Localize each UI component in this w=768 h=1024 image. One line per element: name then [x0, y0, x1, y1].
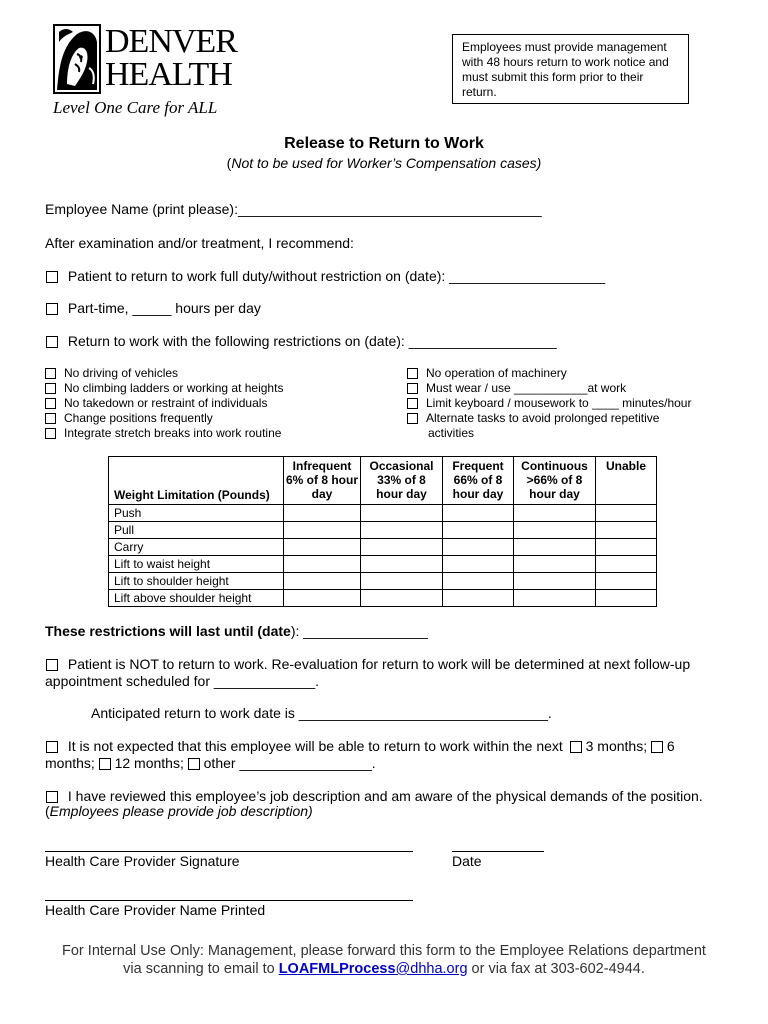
not-return-option [46, 656, 690, 673]
other-label: other _________________. [203, 755, 376, 771]
table-header: Infrequent 6% of 8 hour day [284, 457, 361, 505]
months-label: months; [45, 755, 95, 771]
footer-prefix: via scanning to email to [123, 961, 279, 977]
row-label: Lift to waist height [109, 556, 284, 573]
restriction-label: No climbing ladders or working at heights [64, 381, 284, 395]
footer-note [0, 942, 768, 978]
logo-tagline: Level One Care for ALL [53, 98, 218, 117]
restriction-checkbox[interactable] [407, 383, 418, 394]
date-line[interactable] [452, 838, 544, 852]
option-part-time [46, 300, 261, 317]
restriction-checkbox[interactable] [407, 398, 418, 409]
table-row [109, 590, 657, 607]
table-cell[interactable] [284, 505, 361, 522]
table-cell[interactable] [443, 539, 514, 556]
twelve-months-label: 12 months; [114, 755, 184, 771]
table-row [109, 505, 657, 522]
subtitle-paren: ( [226, 155, 232, 171]
reviewed-line2 [45, 803, 313, 820]
row-label: Pull [109, 522, 284, 539]
last-until-blank: ): ________________ [290, 623, 428, 639]
table-cell[interactable] [596, 556, 657, 573]
email-user: LOAFMLProcess [278, 961, 396, 977]
full-duty-checkbox[interactable] [46, 271, 58, 283]
restriction-label: No driving of vehicles [64, 366, 179, 380]
provider-signature-label: Health Care Provider Signature [45, 853, 240, 869]
table-header: Frequent 66% of 8 hour day [443, 457, 514, 505]
weight-limitation-table [108, 456, 657, 607]
restriction-right-1 [407, 366, 567, 381]
restriction-label: Integrate stretch breaks into work routine [64, 426, 282, 440]
three-months-checkbox[interactable] [570, 741, 582, 753]
row-label: Lift above shoulder height [109, 590, 284, 607]
table-cell[interactable] [284, 573, 361, 590]
table-cell[interactable] [514, 573, 596, 590]
six-months-checkbox[interactable] [651, 741, 663, 753]
table-cell[interactable] [284, 556, 361, 573]
not-expected-option [46, 738, 675, 755]
restriction-label: Alternate tasks to avoid prolonged repetitive [426, 411, 660, 425]
table-row [109, 522, 657, 539]
email-domain: @dhha.org [395, 961, 468, 977]
table-cell[interactable] [596, 590, 657, 607]
table-cell[interactable] [361, 556, 443, 573]
six-months-label: 6 [666, 738, 675, 754]
restriction-label: Must wear / use ___________at work [426, 381, 627, 395]
date-label: Date [452, 853, 482, 869]
table-cell[interactable] [284, 539, 361, 556]
table-cell[interactable] [596, 539, 657, 556]
reviewed-line1: I have reviewed this employee’s job description and am aware of the physical demands of the position. [67, 788, 703, 804]
not-return-line2[interactable]: appointment scheduled for _____________. [45, 673, 319, 689]
option-full-duty [46, 268, 605, 285]
form-subtitle [0, 155, 768, 171]
provider-signature-line[interactable] [45, 838, 413, 852]
restriction-label: Change positions frequently [64, 411, 213, 425]
with-restrictions-checkbox[interactable] [46, 336, 58, 348]
recommend-label: After examination and/or treatment, I recommend: [45, 235, 354, 251]
restriction-left-1 [45, 366, 178, 381]
part-time-label: Part-time, _____ hours per day [67, 300, 261, 316]
form-title: Release to Return to Work [284, 135, 484, 152]
table-cell[interactable] [514, 590, 596, 607]
restriction-left-5 [45, 426, 281, 441]
not-expected-line1: It is not expected that this employee will be able to return to work within the next [67, 738, 563, 754]
table-cell[interactable] [284, 590, 361, 607]
restriction-right-4 [407, 411, 659, 426]
restriction-left-2 [45, 381, 283, 396]
restriction-label: No operation of machinery [426, 366, 567, 380]
anticipated-date-field[interactable]: Anticipated return to work date is ________________________________. [91, 705, 552, 721]
footer-line1: For Internal Use Only: Management, please forward this form to the Employee Relations department [62, 943, 706, 959]
table-cell[interactable] [361, 590, 443, 607]
restriction-checkbox[interactable] [407, 368, 418, 379]
twelve-months-checkbox[interactable] [99, 758, 111, 770]
logo-text-denver: DENVER [105, 23, 237, 60]
table-cell[interactable] [361, 539, 443, 556]
last-until-field[interactable] [45, 623, 428, 640]
not-return-checkbox[interactable] [46, 659, 58, 671]
restriction-right-2 [407, 381, 626, 396]
table-cell[interactable] [443, 522, 514, 539]
provider-name-line[interactable] [45, 887, 413, 901]
not-expected-line2 [45, 755, 376, 772]
restriction-left-4 [45, 411, 213, 426]
employee-name-field[interactable]: Employee Name (print please):_______________________________________ [45, 201, 542, 217]
table-cell[interactable] [443, 573, 514, 590]
logo-text-health: HEALTH [105, 56, 232, 93]
reviewed-checkbox[interactable] [46, 791, 58, 803]
table-cell[interactable] [443, 590, 514, 607]
other-checkbox[interactable] [188, 758, 200, 770]
restriction-checkbox[interactable] [45, 428, 56, 439]
subtitle-text: Not to be used for Worker’s Compensation cases) [231, 155, 542, 171]
full-duty-label: Patient to return to work full duty/without restriction on (date): ____________________ [67, 268, 605, 284]
table-cell[interactable] [361, 573, 443, 590]
part-time-checkbox[interactable] [46, 303, 58, 315]
table-cell[interactable] [443, 556, 514, 573]
restriction-checkbox[interactable] [407, 413, 418, 424]
row-label: Carry [109, 539, 284, 556]
footer-suffix: or via fax at 303-602-4944. [467, 961, 645, 977]
table-cell[interactable] [284, 522, 361, 539]
table-cell[interactable] [514, 539, 596, 556]
last-until-label: These restrictions will last until (date [45, 623, 291, 639]
table-cell[interactable] [514, 505, 596, 522]
table-row [109, 539, 657, 556]
table-header: Unable [596, 457, 657, 505]
row-label: Lift to shoulder height [109, 573, 284, 590]
table-row [109, 573, 657, 590]
table-cell[interactable] [596, 505, 657, 522]
table-cell[interactable] [361, 522, 443, 539]
table-cell[interactable] [443, 505, 514, 522]
table-cell[interactable] [514, 522, 596, 539]
provider-name-label: Health Care Provider Name Printed [45, 902, 266, 918]
table-cell[interactable] [361, 505, 443, 522]
restriction-right-3 [407, 396, 691, 411]
table-cell[interactable] [596, 573, 657, 590]
with-restrictions-label: Return to work with the following restrictions on (date): ___________________ [67, 333, 557, 349]
denver-health-logo [53, 23, 237, 119]
table-header: Weight Limitation (Pounds) [109, 457, 284, 505]
restriction-label: Limit keyboard / mousework to ____ minutes/hour [426, 396, 692, 410]
email-link[interactable] [279, 961, 468, 977]
table-row [109, 556, 657, 573]
not-expected-checkbox[interactable] [46, 741, 58, 753]
row-label: Push [109, 505, 284, 522]
restriction-left-3 [45, 396, 267, 411]
restriction-right-4-cont: activities [428, 426, 475, 440]
reviewed-paren: ( [45, 803, 50, 819]
restriction-checkbox[interactable] [45, 383, 56, 394]
table-header: Continuous >66% of 8 hour day [514, 457, 596, 505]
restriction-checkbox[interactable] [45, 368, 56, 379]
reviewed-note: Employees please provide job description) [49, 803, 313, 819]
restriction-checkbox[interactable] [45, 413, 56, 424]
restriction-label: No takedown or restraint of individuals [64, 396, 268, 410]
footer-line2 [0, 960, 768, 978]
table-header: Occasional 33% of 8 hour day [361, 457, 443, 505]
not-return-line1: Patient is NOT to return to work. Re-evaluation for return to work will be determined at next follow-up [67, 656, 691, 672]
notice-box: Employees must provide management with 48 hours return to work notice and must submit this form prior to their return. [452, 34, 689, 104]
option-with-restrictions [46, 333, 557, 350]
three-months-label: 3 months; [585, 738, 648, 754]
table-cell[interactable] [596, 522, 657, 539]
restriction-checkbox[interactable] [45, 398, 56, 409]
table-cell[interactable] [514, 556, 596, 573]
faces-logo-icon [53, 24, 101, 94]
